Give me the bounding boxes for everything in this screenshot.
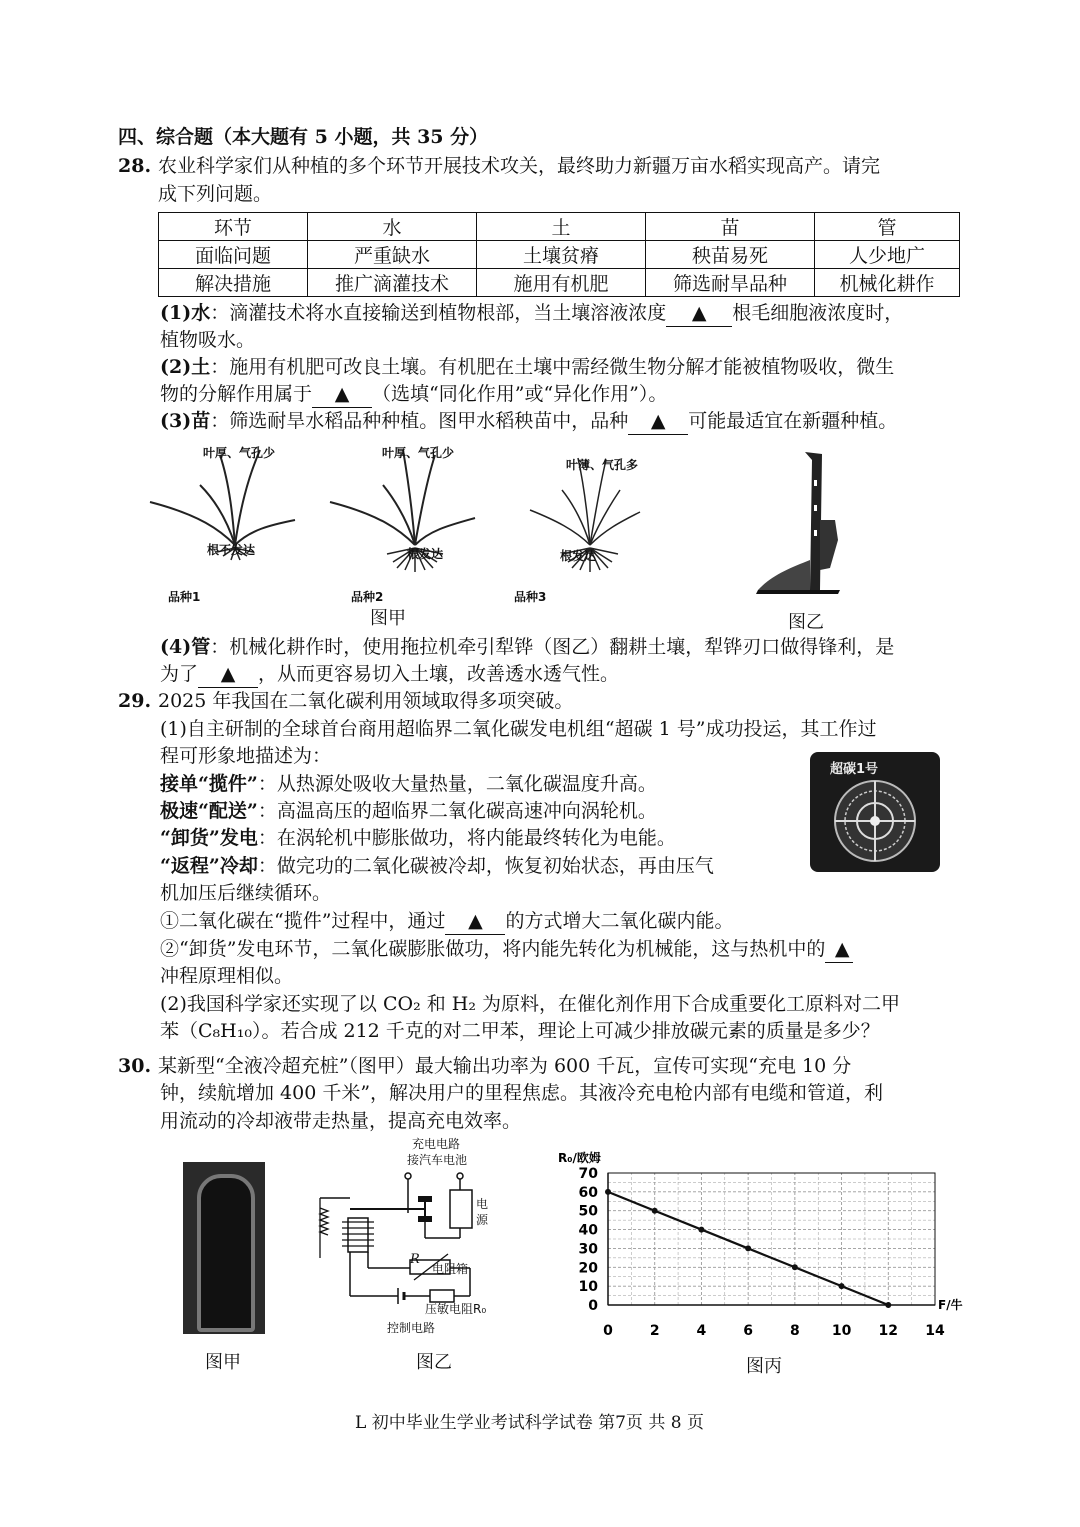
circuit-source-label: 电源 <box>476 1197 489 1227</box>
q29-step2 <box>160 798 657 824</box>
q29-sub1 <box>160 908 733 935</box>
fig-a-caption: 图甲 <box>370 608 406 629</box>
part-text: 可能最适宜在新疆种植。 <box>688 410 898 432</box>
answer-blank[interactable]: ▲ <box>628 408 688 435</box>
q30-fig-b-caption: 图乙 <box>416 1352 452 1373</box>
part-label: (3)苗 <box>160 410 211 432</box>
answer-blank[interactable]: ▲ <box>198 661 258 688</box>
step-label: “返程”冷却 <box>160 855 258 877</box>
circuit-r-label: R <box>410 1252 420 1267</box>
data-point <box>885 1302 891 1308</box>
q29-number: 29. <box>118 690 152 712</box>
table-header-row <box>159 213 960 241</box>
data-point <box>652 1208 658 1214</box>
plant2-name: 品种2 <box>351 590 384 604</box>
section-title: 四、综合题（本大题有 5 小题，共 35 分） <box>118 126 489 148</box>
q29-part1-a: (1)自主研制的全球首台商用超临界二氧化碳发电机组“超碳 1 号”成功投运，其工作过 <box>160 718 877 740</box>
y-tick-label: 30 <box>578 1241 598 1258</box>
page-footer: L 初中毕业生学业考试科学试卷 第7页 共 8 页 <box>355 1413 704 1433</box>
x-tick-label: 4 <box>696 1323 707 1339</box>
answer-blank[interactable]: ▲ <box>825 936 853 963</box>
data-point <box>605 1189 611 1195</box>
table-cell: 推广滴灌技术 <box>308 269 477 297</box>
plant1-name: 品种1 <box>168 590 201 604</box>
table-cell: 筛选耐旱品种 <box>646 269 815 297</box>
part-text: 的方式增大二氧化碳内能。 <box>505 910 734 932</box>
part-text: ②“卸货”发电环节，二氧化碳膨胀做功，将内能先转化为机械能，这与热机中的 <box>160 938 826 960</box>
table-header-cell: 水 <box>308 213 477 241</box>
q28-stem-1: 农业科学家们从种植的多个环节开展技术攻关，最终助力新疆万亩水稻实现高产。请完 <box>158 155 881 177</box>
x-tick-label: 6 <box>743 1323 754 1339</box>
plant3-name: 品种3 <box>514 590 547 604</box>
chart-x-axis-label: F/牛 <box>938 1298 963 1312</box>
table-cell: 面临问题 <box>159 241 308 269</box>
plant2-leaf-note: 叶厚、气孔少 <box>382 446 455 460</box>
q30-line3: 用流动的冷却液带走热量，提高充电效率。 <box>160 1110 522 1132</box>
turbine-icon <box>832 778 918 864</box>
q28-table <box>158 212 960 297</box>
q29-part2-b: 苯（C₈H₁₀）。若合成 212 千克的对二甲苯，理论上可减少排放碳元素的质量是多少？ <box>160 1020 880 1042</box>
x-tick-label: 0 <box>603 1323 613 1339</box>
plant1-root-note: 根不发达 <box>207 543 256 557</box>
circuit-bottom-label: 控制电路 <box>387 1321 436 1335</box>
x-tick-label: 8 <box>789 1323 800 1339</box>
table-cell: 人少地广 <box>815 241 960 269</box>
fig-b-caption: 图乙 <box>788 612 824 633</box>
data-point <box>839 1283 845 1289</box>
step-label: “卸货”发电 <box>160 827 258 849</box>
answer-blank[interactable]: ▲ <box>666 300 732 327</box>
y-tick-label: 10 <box>578 1279 598 1296</box>
q29-step1 <box>160 771 657 797</box>
q30-line1: 某新型“全液冷超充桩”（图甲）最大输出功率为 600 千瓦，宣传可实现“充电 10 分 <box>158 1055 852 1077</box>
plant3-leaf-note: 叶薄、气孔多 <box>566 458 639 472</box>
generator-photo <box>810 752 940 872</box>
x-tick-label: 10 <box>831 1323 852 1339</box>
q30-line2: 钟，续航增加 400 千米”，解决用户的里程焦虑。其液冷充电枪内部有电缆和管道，利 <box>160 1082 884 1104</box>
data-point <box>792 1264 798 1270</box>
circuit-top-label-2: 接汽车电池 <box>407 1153 468 1167</box>
q28-part2-cont <box>160 381 667 408</box>
table-header-cell: 苗 <box>646 213 815 241</box>
charger-post-icon <box>197 1174 255 1332</box>
part-text: ：滴灌技术将水直接输送到植物根部，当土壤溶液浓度 <box>210 302 667 324</box>
part-text: ：施用有机肥可改良土壤。有机肥在土壤中需经微生物分解才能被植物吸收，微生 <box>210 356 895 378</box>
step-text: ：在涡轮机中膨胀做功，将内能最终转化为电能。 <box>257 827 676 849</box>
q30-fig-a-caption: 图甲 <box>205 1352 241 1373</box>
q29-step3 <box>160 825 676 851</box>
step-text: ：做完功的二氧化碳被冷却，恢复初始状态，再由压气 <box>257 855 714 877</box>
q28-part3 <box>160 408 897 435</box>
part-text: ：筛选耐旱水稻品种种植。图甲水稻秧苗中，品种 <box>210 410 629 432</box>
table-cell: 机械化耕作 <box>815 269 960 297</box>
circuit-resistor-box-label: 电阻箱 <box>432 1262 469 1276</box>
part-text: ，从而更容易切入土壤，改善透水透气性。 <box>258 663 620 685</box>
x-tick-label: 12 <box>878 1323 899 1339</box>
q29-stem: 2025 年我国在二氧化碳利用领域取得多项突破。 <box>158 690 574 712</box>
answer-blank[interactable]: ▲ <box>445 908 505 935</box>
q28-stem-2: 成下列问题。 <box>158 183 273 205</box>
q28-part4-cont <box>160 661 619 688</box>
q29-sub2 <box>160 936 853 963</box>
y-tick-label: 20 <box>578 1260 598 1277</box>
circuit-sensor-label: 压敏电阻R₀ <box>425 1302 487 1316</box>
table-cell: 土壤贫瘠 <box>477 241 646 269</box>
y-tick-label: 40 <box>578 1222 598 1239</box>
q29-part1-b: 程可形象地描述为： <box>160 745 332 767</box>
step-label: 接单“揽件” <box>160 773 258 795</box>
table-cell: 施用有机肥 <box>477 269 646 297</box>
step-text: ：从热源处吸收大量热量，二氧化碳温度升高。 <box>257 773 657 795</box>
plowshare-figure <box>750 450 860 600</box>
table-cell: 解决措施 <box>159 269 308 297</box>
step-label: 极速“配送” <box>160 800 258 822</box>
table-header-cell: 环节 <box>159 213 308 241</box>
q28-part1 <box>160 300 903 327</box>
part-text: （选填“同化作用”或“异化作用”）。 <box>372 383 668 405</box>
answer-blank[interactable]: ▲ <box>312 381 372 408</box>
plant1-leaf-note: 叶厚、气孔少 <box>203 446 276 460</box>
q28-part1-cont: 植物吸水。 <box>160 329 256 351</box>
q29-step4-cont: 机加压后继续循环。 <box>160 882 332 904</box>
part-text: ①二氧化碳在“揽件”过程中，通过 <box>160 910 446 932</box>
q29-step4 <box>160 853 714 879</box>
chart-grid <box>608 1173 935 1305</box>
table-cell: 严重缺水 <box>308 241 477 269</box>
q30-fig-c-caption: 图丙 <box>746 1356 782 1377</box>
part-label: (1)水 <box>160 302 211 324</box>
circuit-top-label-1: 充电电路 <box>412 1137 461 1151</box>
data-point <box>745 1245 751 1251</box>
generator-label: 超碳1号 <box>830 762 879 777</box>
chart-y-axis-label: R₀/欧姆 <box>558 1151 601 1165</box>
plant2-root-note: 根发达 <box>407 547 444 561</box>
circuit-diagram <box>310 1168 510 1318</box>
y-tick-label: 60 <box>578 1184 598 1201</box>
table-header-cell: 土 <box>477 213 646 241</box>
table-cell: 秧苗易死 <box>646 241 815 269</box>
y-tick-label: 50 <box>578 1203 598 1220</box>
q28-part4 <box>160 634 894 660</box>
q28-part2 <box>160 354 894 380</box>
part-text: 为了 <box>160 663 199 685</box>
q30-number: 30. <box>118 1055 152 1077</box>
y-tick-label: 0 <box>588 1298 598 1314</box>
table-row <box>159 241 960 269</box>
rice-plant-2 <box>330 450 475 572</box>
x-tick-label: 2 <box>649 1323 660 1339</box>
y-tick-label: 70 <box>578 1166 598 1182</box>
charger-photo <box>183 1162 265 1334</box>
q28-number: 28. <box>118 155 152 177</box>
step-text: ：高温高压的超临界二氧化碳高速冲向涡轮机。 <box>257 800 657 822</box>
part-text: ：机械化耕作时，使用拖拉机牵引犁铧（图乙）翻耕土壤，犁铧刃口做得锋利，是 <box>210 636 895 658</box>
table-row <box>159 269 960 297</box>
q29-sub2-cont: 冲程原理相似。 <box>160 965 294 987</box>
r0-force-chart <box>550 1145 970 1345</box>
q29-part2-a: (2)我国科学家还实现了以 CO₂ 和 H₂ 为原料，在催化剂作用下合成重要化工原料对二甲 <box>160 993 900 1015</box>
data-point <box>698 1227 704 1233</box>
table-header-cell: 管 <box>815 213 960 241</box>
part-text: 根毛细胞液浓度时， <box>732 302 904 324</box>
x-tick-label: 14 <box>925 1323 945 1339</box>
part-label: (4)管 <box>160 636 211 658</box>
part-label: (2)土 <box>160 356 211 378</box>
part-text: 物的分解作用属于 <box>160 383 313 405</box>
plant3-root-note: 根发达 <box>560 549 597 563</box>
